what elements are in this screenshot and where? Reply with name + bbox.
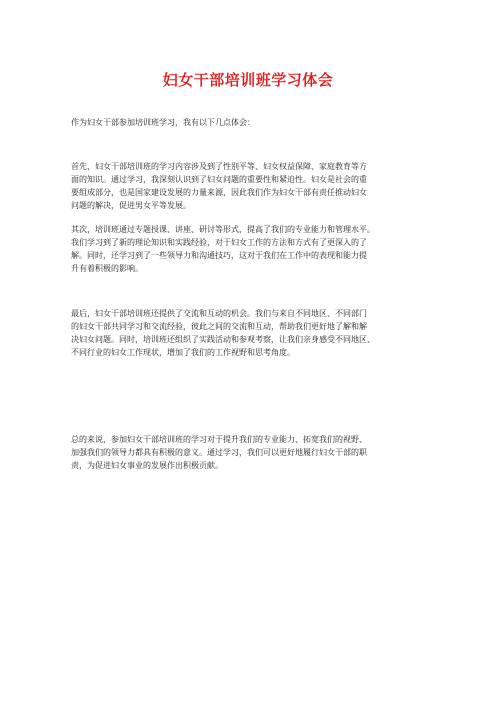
paragraph-conclusion: 总的来说，参加妇女干部培训班的学习对于提升我们的专业能力、拓宽我们的视野、 加强我们的领导力都具有积极的意义。通过学习，我们可以更好地履行妇女干部的职 责，为促进妇女事业的发展作出积极贡献。: [71, 435, 367, 470]
document-title: 妇女干部培训班学习体会: [162, 71, 334, 89]
intro-paragraph: 作为妇女干部参加培训班学习，我有以下几点体会：: [71, 118, 255, 127]
paragraph-third: 最后，妇女干部培训班还提供了交流和互动的机会。我们与来自不同地区、不同部门 的妇女干部共同学习和交流经验，彼此之间的交流和互动，帮助我们更好地了解和解 决妇女问题。同时，培训班还组织了实践活动和参观考察，让我们亲身感受不同地区、 不同行业的妇女工作现状，增加了我们的工作视野和思考角度。: [71, 309, 375, 357]
paragraph-first: 首先，妇女干部培训班的学习内容涉及到了性别平等、妇女权益保障、家庭教育等方 面的知识。通过学习，我深刻认识到了妇女问题的重要性和紧迫性。妇女是社会的重 要组成部分，也是国家建设发展的力量来源，因此我们作为妇女干部有责任推动妇女 问题的解决，促进男女平等发展。: [71, 162, 367, 210]
paragraph-second: 其次，培训班通过专题授课、讲座、研讨等形式，提高了我们的专业能力和管理水平。 我们学习到了新的理论知识和实践经验，对于妇女工作的方法和方式有了更深入的了 解。同时，还学习到了一些领导力和沟通技巧，这对于我们在工作中的表现和能力提 升有着积极的影响。: [71, 225, 375, 273]
